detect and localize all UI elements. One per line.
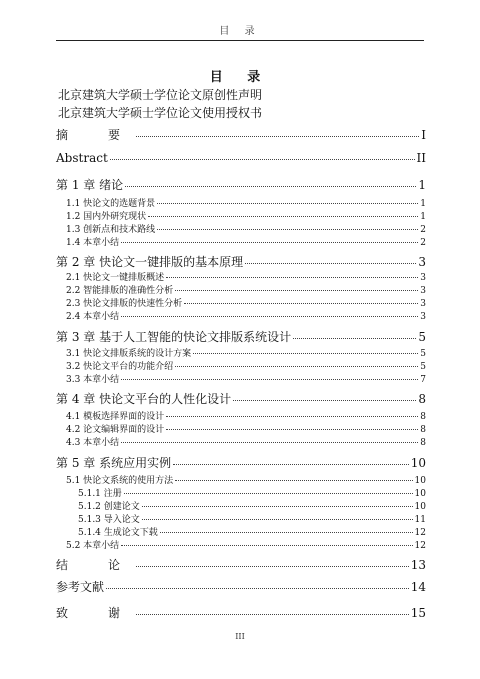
dot-leader	[121, 316, 418, 317]
dot-leader	[106, 588, 409, 589]
toc-entry-label: 5.1.2 创建论文	[78, 502, 140, 512]
toc-entry-label: 4.1 模板选择界面的设计	[66, 412, 165, 422]
toc-entry-page: 10	[414, 502, 426, 512]
toc-entry[interactable]	[56, 473, 426, 486]
toc-entry-label: 4.3 本章小结	[66, 438, 120, 448]
toc-entry[interactable]	[56, 328, 426, 345]
toc-entry-label: 3.3 本章小结	[66, 375, 120, 385]
toc-entry[interactable]	[56, 222, 426, 235]
toc-entry[interactable]	[56, 390, 426, 407]
toc-entry-label: 第 5 章 系统应用实例	[56, 456, 172, 470]
toc-entry-page: 15	[410, 606, 426, 620]
toc-entry-label: 2.1 快论文一键排版概述	[66, 273, 165, 283]
toc-entry[interactable]	[56, 296, 426, 309]
toc-entry[interactable]	[56, 578, 426, 595]
toc-entry[interactable]	[56, 435, 426, 448]
dot-leader	[175, 366, 418, 367]
toc-entry-label: 5.1 快论文系统的使用方法	[66, 476, 174, 486]
toc-entry-page: II	[416, 151, 426, 165]
toc-entry-label: 2.4 本章小结	[66, 312, 120, 322]
dot-leader	[166, 429, 418, 430]
toc-entry-label: 5.1.3 导入论文	[78, 515, 140, 525]
toc-entry-page: 1	[420, 199, 426, 209]
toc-entry[interactable]	[56, 253, 426, 270]
dot-leader	[110, 159, 415, 160]
toc-entry-page: 5	[420, 349, 426, 359]
toc-entry[interactable]	[56, 283, 426, 296]
toc-entry-label: 5.2 本章小结	[66, 541, 120, 551]
toc-entry-page: 11	[414, 515, 426, 525]
dot-leader	[148, 216, 418, 217]
toc-entry-label: 结 论	[56, 558, 135, 572]
dot-leader	[193, 353, 418, 354]
toc-entry-page: 8	[420, 412, 426, 422]
toc-entry-page: 8	[418, 392, 426, 406]
toc-entry-label: 致 谢	[56, 606, 135, 620]
toc-entry[interactable]	[56, 270, 426, 283]
toc-entry-label: 3.2 快论文平台的功能介绍	[66, 362, 174, 372]
toc-entry[interactable]	[56, 176, 426, 193]
toc-entry-label: 2.3 快论文排版的快速性分析	[66, 299, 183, 309]
toc-entry-page: 10	[414, 489, 426, 499]
page-title: 目 录	[209, 70, 271, 85]
toc-entry[interactable]	[56, 151, 426, 165]
toc-entry-label: 3.1 快论文排版系统的设计方案	[66, 349, 192, 359]
toc-entry[interactable]	[56, 422, 426, 435]
dot-leader	[293, 338, 416, 339]
dot-leader	[175, 290, 418, 291]
toc-entry[interactable]	[56, 409, 426, 422]
toc-entry-page: 7	[420, 375, 426, 385]
toc-entry-page: 1	[418, 178, 426, 192]
dot-leader	[136, 566, 409, 567]
toc-entry[interactable]	[56, 499, 426, 512]
declaration-authorization: 北京建筑大学硕士学位论文使用授权书	[58, 106, 263, 120]
toc-entry-label: 1.1 快论文的选题背景	[66, 199, 156, 209]
toc-entry-page: 2	[420, 225, 426, 235]
dot-leader	[157, 203, 418, 204]
toc-entry[interactable]	[56, 309, 426, 322]
dot-leader	[121, 442, 418, 443]
toc-entry-page: 8	[420, 438, 426, 448]
dot-leader	[160, 532, 413, 533]
dot-leader	[121, 545, 412, 546]
toc-entry-label: 1.3 创新点和技术路线	[66, 225, 156, 235]
toc-entry[interactable]	[56, 604, 426, 621]
toc-entry-label: Abstract	[56, 151, 108, 165]
dot-leader	[184, 303, 418, 304]
toc-entry[interactable]	[56, 486, 426, 499]
toc-entry-page: 1	[420, 212, 426, 222]
header-divider	[56, 40, 424, 41]
toc-entry-label: 4.2 论文编辑界面的设计	[66, 425, 165, 435]
toc-entry-page: 3	[420, 286, 426, 296]
toc-entry-page: 3	[420, 312, 426, 322]
toc-entry[interactable]	[56, 196, 426, 209]
toc-entry-page: 3	[420, 273, 426, 283]
dot-leader	[125, 186, 416, 187]
dot-leader	[124, 493, 413, 494]
dot-leader	[245, 263, 416, 264]
toc-entry-label: 第 2 章 快论文一键排版的基本原理	[56, 255, 244, 269]
toc-entry-label: 第 1 章 绪论	[56, 178, 124, 192]
toc-entry-label: 第 3 章 基于人工智能的快论文排版系统设计	[56, 330, 292, 344]
toc-entry-label: 第 4 章 快论文平台的人性化设计	[56, 392, 232, 406]
dot-leader	[121, 242, 418, 243]
toc-entry-page: 2	[420, 238, 426, 248]
toc-entry-page: 13	[410, 558, 426, 572]
dot-leader	[175, 480, 412, 481]
toc-entry-label: 1.4 本章小结	[66, 238, 120, 248]
toc-entry-page: 12	[414, 541, 426, 551]
running-header: 目 录	[219, 26, 261, 37]
toc-entry-page: 14	[410, 580, 426, 594]
toc-entry[interactable]	[56, 538, 426, 551]
toc-entry-page: 12	[414, 528, 426, 538]
toc-entry-page: 10	[410, 456, 426, 470]
dot-leader	[142, 506, 413, 507]
toc-entry-label: 摘 要	[56, 128, 135, 142]
toc-entry-label: 2.2 智能排版的准确性分析	[66, 286, 174, 296]
toc-entry-page: 5	[418, 330, 426, 344]
toc-entry-page: 3	[418, 255, 426, 269]
dot-leader	[136, 614, 409, 615]
toc-entry[interactable]	[56, 346, 426, 359]
dot-leader	[233, 400, 416, 401]
toc-entry[interactable]	[56, 209, 426, 222]
dot-leader	[166, 277, 418, 278]
toc-entry[interactable]	[56, 126, 426, 143]
dot-leader	[142, 519, 413, 520]
toc-entry[interactable]	[56, 454, 426, 471]
dot-leader	[173, 464, 409, 465]
declaration-originality: 北京建筑大学硕士学位论文原创性声明	[58, 88, 263, 102]
toc-entry[interactable]	[56, 525, 426, 538]
toc-entry-page: I	[421, 128, 426, 142]
toc-entry[interactable]	[56, 512, 426, 525]
toc-entry-page: 10	[414, 476, 426, 486]
toc-entry-label: 参考文献	[56, 580, 105, 594]
dot-leader	[136, 136, 419, 137]
toc-entry-label: 5.1.4 生成论文下载	[78, 528, 158, 538]
toc-entry[interactable]	[56, 359, 426, 372]
toc-entry[interactable]	[56, 372, 426, 385]
toc-entry-label: 1.2 国内外研究现状	[66, 212, 147, 222]
dot-leader	[121, 379, 418, 380]
toc-entry-page: 8	[420, 425, 426, 435]
toc-entry-page: 3	[420, 299, 426, 309]
page-number: III	[235, 632, 245, 641]
toc-entry-page: 5	[420, 362, 426, 372]
dot-leader	[157, 229, 418, 230]
dot-leader	[166, 416, 418, 417]
toc-entry[interactable]	[56, 235, 426, 248]
toc-entry-label: 5.1.1 注册	[78, 489, 122, 499]
toc-entry[interactable]	[56, 556, 426, 573]
